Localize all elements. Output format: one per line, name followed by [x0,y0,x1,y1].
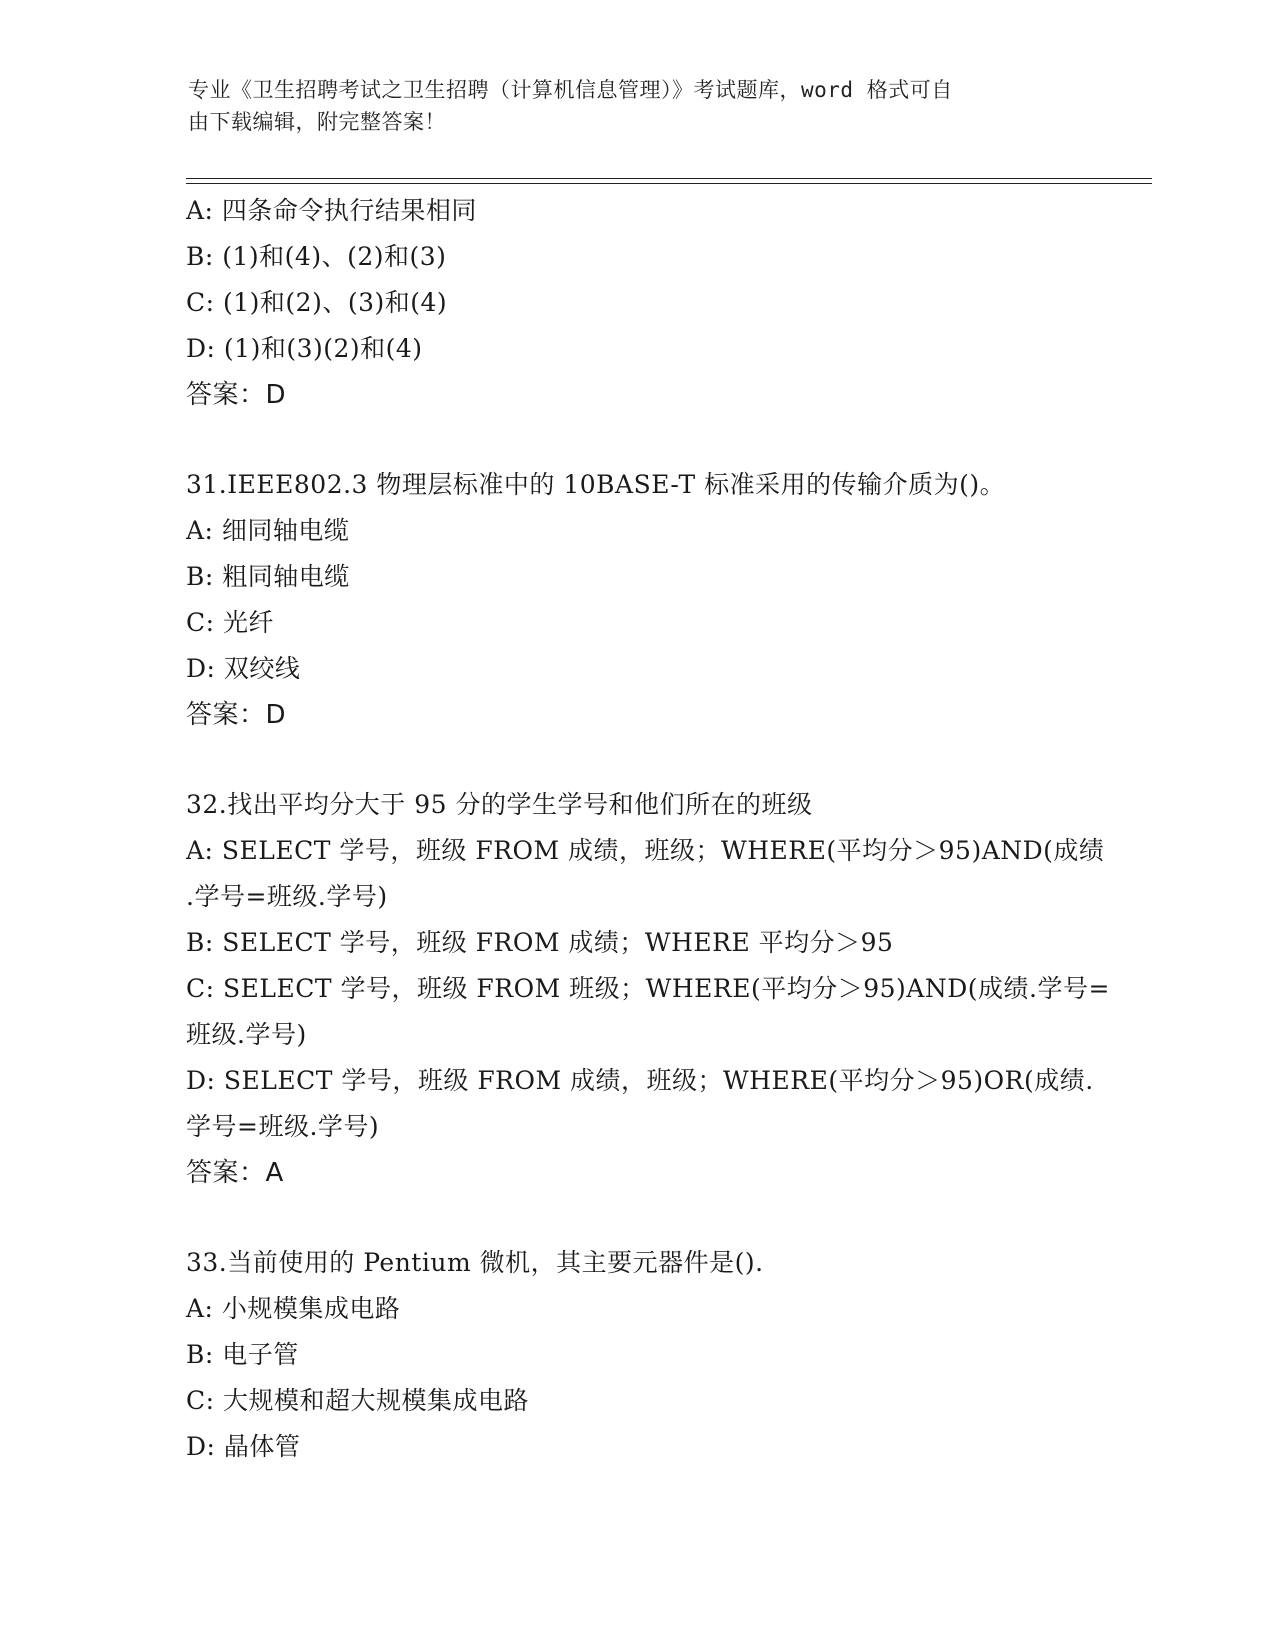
option-b: B: (1)和(4)、(2)和(3) [186,242,447,271]
answer: 答案：D [186,380,287,410]
question-32 [186,782,1110,1196]
option-a: A: 小规模集成电路 [186,1294,401,1323]
question-spacer [186,738,1086,782]
question-list [186,188,1110,1470]
option-a: A: 四条命令执行结果相同 [186,196,477,225]
option-a: A: 细同轴电缆 [186,516,350,545]
option-b: B: 粗同轴电缆 [186,562,350,591]
option-d: D: 双绞线 [186,654,301,683]
question-31 [186,462,1086,738]
question-33 [186,1240,1086,1470]
option-d: D: 晶体管 [186,1432,301,1461]
question-text: 33.当前使用的 Pentium 微机，其主要元器件是(). [186,1248,764,1277]
question-spacer [186,1196,1086,1240]
option-a-continued: .学号=班级.学号) [186,882,388,911]
option-a: A: SELECT 学号，班级 FROM 成绩，班级；WHERE(平均分＞95)AND(成绩 [186,836,1105,865]
header-line-1: 专业《卫生招聘考试之卫生招聘（计算机信息管理）》考试题库，word 格式可自 [188,78,953,102]
header-divider-top [186,178,1152,179]
option-b: B: 电子管 [186,1340,299,1369]
option-c: C: 大规模和超大规模集成电路 [186,1386,529,1415]
document-header [188,74,1068,138]
answer: 答案：D [186,700,287,730]
question-text: 31.IEEE802.3 物理层标准中的 10BASE-T 标准采用的传输介质为()。 [186,470,1006,499]
option-c: C: (1)和(2)、(3)和(4) [186,288,448,317]
option-c: C: 光纤 [186,608,274,637]
answer: 答案：A [186,1158,284,1188]
option-d: D: (1)和(3)(2)和(4) [186,334,423,363]
header-divider-bottom [186,183,1152,184]
question-spacer [186,418,1086,462]
question-text: 32.找出平均分大于 95 分的学生学号和他们所在的班级 [186,790,813,819]
header-line-2: 由下载编辑，附完整答案！ [188,110,446,134]
option-d: D: SELECT 学号，班级 FROM 成绩，班级；WHERE(平均分＞95)OR(成绩. [186,1066,1094,1095]
option-c-continued: 班级.学号) [186,1020,307,1049]
option-c: C: SELECT 学号，班级 FROM 班级；WHERE(平均分＞95)AND(成绩.学号= [186,974,1110,1003]
option-b: B: SELECT 学号，班级 FROM 成绩；WHERE 平均分＞95 [186,928,894,957]
option-d-continued: 学号=班级.学号) [186,1112,380,1141]
question-30 [186,188,1086,418]
